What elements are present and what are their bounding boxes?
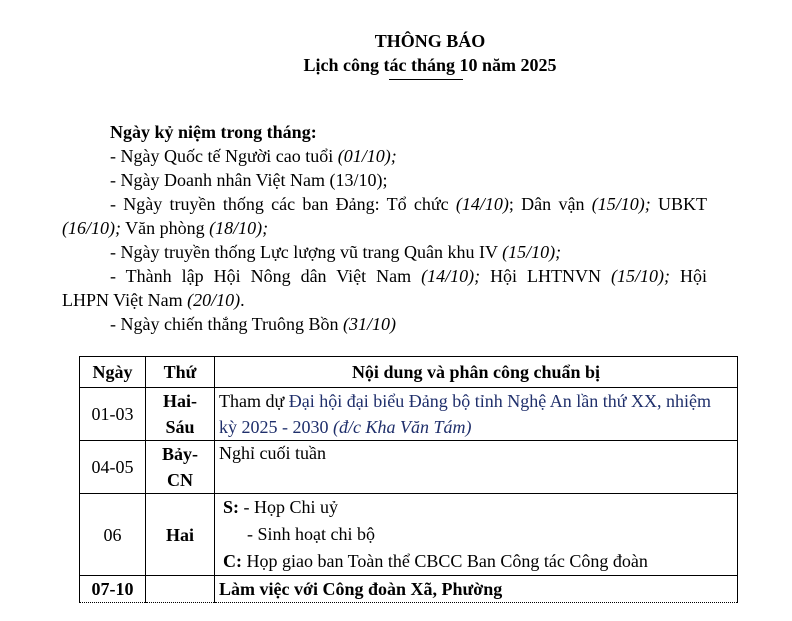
anniversary-line-3: - Ngày truyền thống các ban Đảng: Tổ chức (14/10); Dân vận (15/10); UBKT [110, 194, 708, 214]
anniversary-line-8: - Ngày chiến thắng Truông Bồn (31/10) [110, 314, 396, 334]
table-row [80, 494, 738, 576]
table-row [80, 576, 738, 603]
anniversary-line-2: - Ngày Doanh nhân Việt Nam (13/10); [110, 170, 388, 190]
row-content: Tham dự Đại hội đại biểu Đảng bộ tỉnh Nghệ An lần thứ XX, nhiệm kỳ 2025 - 2030 (đ/c Kha Văn Tám) [215, 388, 738, 441]
anniversary-line-5: - Ngày truyền thống Lực lượng vũ trang Quân khu IV (15/10); [110, 242, 562, 262]
anniversary-line-6: - Thành lập Hội Nông dân Việt Nam (14/10); Hội LHTNVN (15/10); Hội [110, 266, 707, 286]
row-content: Nghỉ cuối tuần [215, 441, 738, 494]
header-day: Ngày [80, 357, 146, 388]
row-weekday: Hai [146, 494, 215, 576]
anniversary-line-7: LHPN Việt Nam (20/10). [62, 290, 245, 310]
row-content: Làm việc với Công đoàn Xã, Phường [215, 576, 738, 603]
schedule-table [79, 356, 738, 603]
row-day: 01-03 [80, 388, 146, 441]
row-weekday [146, 576, 215, 603]
anniversary-line-1: - Ngày Quốc tế Người cao tuổi (01/10); [110, 146, 397, 166]
row-day: 06 [80, 494, 146, 576]
document-subtitle: Lịch công tác tháng 10 năm 2025 [303, 55, 557, 75]
anniversaries-heading: Ngày kỷ niệm trong tháng: [110, 122, 317, 142]
header-weekday: Thứ [146, 357, 215, 388]
row-weekday: Bảy- CN [146, 441, 215, 494]
row-day: 04-05 [80, 441, 146, 494]
table-row [80, 441, 738, 494]
table-row [80, 388, 738, 441]
table-header-row [80, 357, 738, 388]
row-content: S: - Họp Chi uỷ - Sinh hoạt chi bộ C: Họp giao ban Toàn thể CBCC Ban Công tác Công đoàn [215, 494, 738, 576]
row-weekday: Hai- Sáu [146, 388, 215, 441]
anniversary-line-4: (16/10); Văn phòng (18/10); [62, 218, 269, 238]
header-content: Nội dung và phân công chuẩn bị [215, 357, 738, 388]
document-title: THÔNG BÁO [374, 31, 486, 51]
row-day: 07-10 [80, 576, 146, 603]
subtitle-underline [389, 79, 463, 80]
